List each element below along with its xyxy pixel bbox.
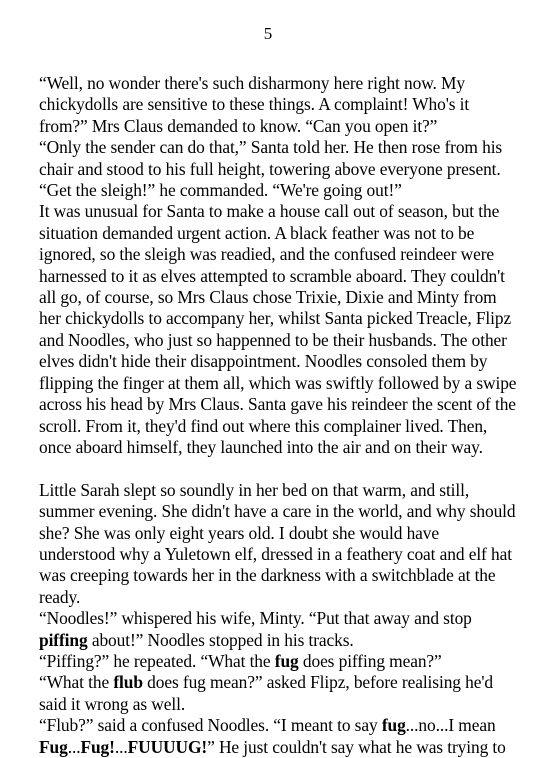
p5-text-b: about!” Noodles stopped in his tracks. [87,629,354,650]
p8-text-e: ” He just couldn't say what he was trying to [207,736,506,757]
p8-text-b: ...no...I mean [405,715,496,736]
p7-bold-word: flub [113,672,143,693]
paragraph-2: “Only the sender can do that,” Santa told her. He then rose from his chair and stood to his full height, towering above everyone present. “Get the sleigh!” he commanded. “We're going out!” [39,137,503,201]
p8-bold-2: Fug [39,736,68,757]
p8-text-a: “Flub?” said a confused Noodles. “I meant to say [39,715,382,736]
paragraph-spacer [39,458,517,479]
p8-bold-4: FUUUUG! [127,736,208,757]
paragraph-7 [39,672,517,715]
paragraph-8 [39,715,517,758]
p6-text-b: does piffing mean?” [298,650,442,671]
p7-text-a: “What the [39,672,114,693]
p8-bold-3: Fug! [80,736,115,757]
p7-text-b: does fug mean?” asked Flipz, before realising he'd said it wrong as well. [39,672,493,714]
paragraph-3: It was unusual for Santa to make a house call out of season, but the situation demanded urgent action. A black feather was not to be ignored, so the sleigh was readied, and the confused reindeer were harnessed to it as elves attempted to scramble aboard. They couldn't all go, of course, so Mrs Claus chose Trixie, Dixie and Minty from her chickydolls to accompany her, whilst Santa picked Treacle, Flipz and Noodles, who just so happenned to be their husbands. The other elves didn't hide their disappointment. Noodles consoled them by flipping the finger at them all, which was swiftly followed by a swipe across his head by Mrs Claus. Santa gave his reindeer the scent of the scroll. From it, they'd find out where this complainer lived. Then, once aboard himself, they launched into the air and on their way. [39,201,517,457]
p8-text-d: ... [114,736,128,757]
page-number: 5 [263,24,273,43]
paragraph-6 [39,651,517,672]
paragraph-1: “Well, no wonder there's such disharmony here right now. My chickydolls are sensitive to these things. A complaint! Who's it from?” Mrs Claus demanded to know. “Can you open it?” [39,73,470,136]
paragraph-4: Little Sarah slept so soundly in her bed on that warm, and still, summer evening. She didn't have a care in the world, and why should she? She was only eight years old. I doubt she would have understood why a Yuletown elf, dressed in a feathery coat and elf hat was creeping towards her in the darkness with a switchblade at the ready. [39,479,516,607]
p5-text-a: “Noodles!” whispered his wife, Minty. “Put that away and stop [39,608,472,629]
p5-bold-word: piffing [39,629,88,650]
p8-bold-1: fug [381,715,406,736]
paragraph-5 [39,608,517,651]
body-text [39,73,517,758]
p8-text-c: ... [67,736,81,757]
p6-bold-word: fug [274,650,299,671]
p6-text-a: “Piffing?” he repeated. “What the [39,650,275,671]
